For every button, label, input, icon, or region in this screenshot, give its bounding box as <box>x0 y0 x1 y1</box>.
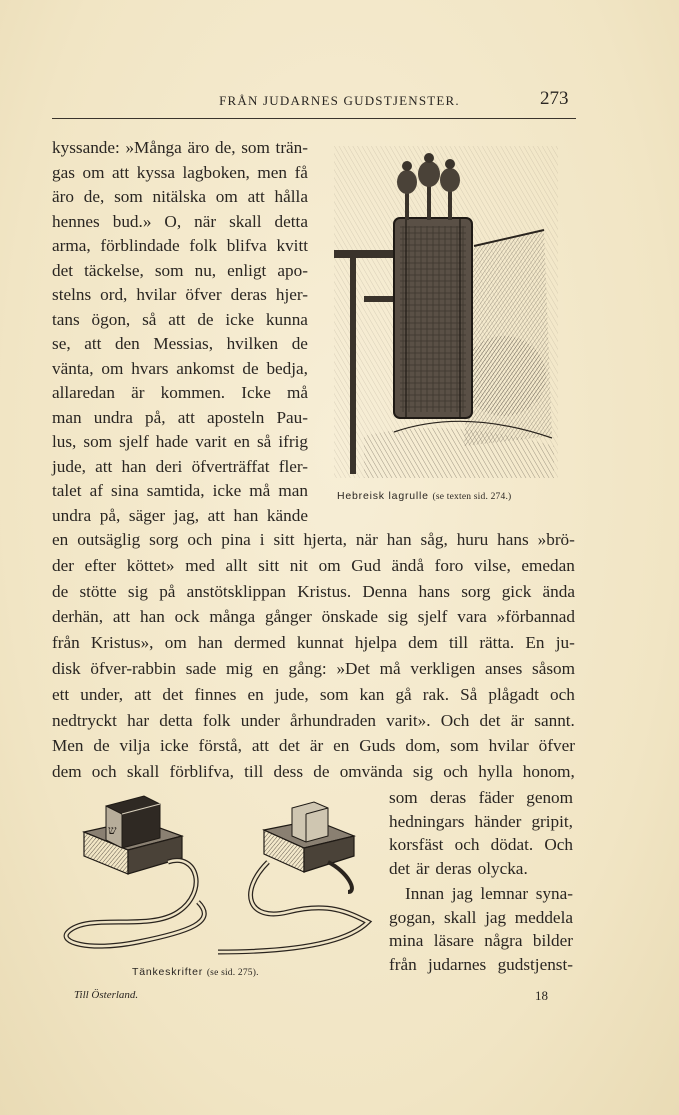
text-line: Innan jag lemnar syna- <box>405 884 573 903</box>
text-line: man undra på, att aposteln Pau- <box>52 407 308 427</box>
text-line: det är deras olycka. <box>389 858 528 878</box>
text-line: från judarnes gudstjenst- <box>389 954 573 974</box>
text-line: se, att den Messias, hvilken de <box>52 334 308 353</box>
text-line: jude, att han deri öfverträffat fler- <box>52 456 308 476</box>
figure-caption-tefillin: Tänkeskrifter (se sid. 275). <box>132 966 259 978</box>
text-line: disk öfver-rabbin sade mig en gång: »Det må verkligen anses såsom <box>52 659 575 678</box>
svg-text:ש: ש <box>108 823 117 837</box>
torah-scroll-illustration <box>334 146 558 478</box>
text-line: dem och skall förblifva, till dess de omvända sig och hylla honom, <box>52 762 575 782</box>
text-line: ett under, att det finnes en jude, som kan gå rak. Så plågadt och <box>52 684 575 704</box>
text-line: nedtryckt har detta folk under århundraden varit». Och det är sannt. <box>52 710 575 730</box>
sheet-number: 18 <box>535 988 548 1003</box>
text-line: de stötte sig på anstötsklippan Kristus. Denna hans sorg gick ända <box>52 581 575 601</box>
text-line: lus, som sjelf hade varit en så ifrig <box>52 432 308 451</box>
text-line: en outsäglig sorg och pina i sitt hjerta, när han såg, huru hans »brö- <box>52 530 575 549</box>
text-line: gas om att kyssa lagboken, men få <box>52 162 308 182</box>
text-line: hennes bud.» O, när skall detta <box>52 211 308 231</box>
text-line: stelns ord, hvilar öfver deras hjer- <box>52 285 308 304</box>
text-line: kyssande: »Många äro de, som trän- <box>52 138 308 157</box>
text-line: arma, förblindade folk blifva kvitt <box>52 236 308 255</box>
signature-mark: Till Österland. <box>74 989 139 1001</box>
text-line: undra på, säger jag, att han kände <box>52 505 308 525</box>
text-line: vänta, om hvars ankomst de bedja, <box>52 358 308 378</box>
text-line: hedningars händer gripit, <box>389 811 573 831</box>
text-line: allaredan är kommen. Icke må <box>52 383 308 402</box>
text-line: talet af sina samtida, icke må man <box>52 481 308 500</box>
running-header: FRÅN JUDARNES GUDSTJENSTER. <box>219 93 460 108</box>
text-line: Men de vilja icke förstå, att det är en Guds dom, som hvilar öfver <box>52 736 575 756</box>
text-line: korsfäst och dödat. Och <box>389 835 573 855</box>
text-line: tans ögon, så att de icke kunna <box>52 309 308 329</box>
tefillin-illustration <box>48 792 374 964</box>
text-line: mina läsare några bilder <box>389 931 573 951</box>
text-line: derhän, att han ock många gånger önskade sig sjelf vara »förbannad <box>52 607 575 627</box>
text-line: från Kristus», om han dermed kunnat hjelpa dem till rätta. En ju- <box>52 633 575 653</box>
header-rule <box>52 118 576 119</box>
page-number: 273 <box>540 88 569 109</box>
text-line: det täckelse, som nu, enligt apo- <box>52 260 308 280</box>
text-line: der efter köttet» med allt sitt nit om Gud ändå foro vilse, emedan <box>52 555 575 575</box>
text-line: som deras fäder genom <box>389 788 573 807</box>
figure-caption-scroll: Hebreisk lagrulle (se texten sid. 274.) <box>337 490 512 502</box>
text-line: äro de, som nitälska om att hålla <box>52 187 308 206</box>
text-line: gogan, skall jag meddela <box>389 907 573 927</box>
